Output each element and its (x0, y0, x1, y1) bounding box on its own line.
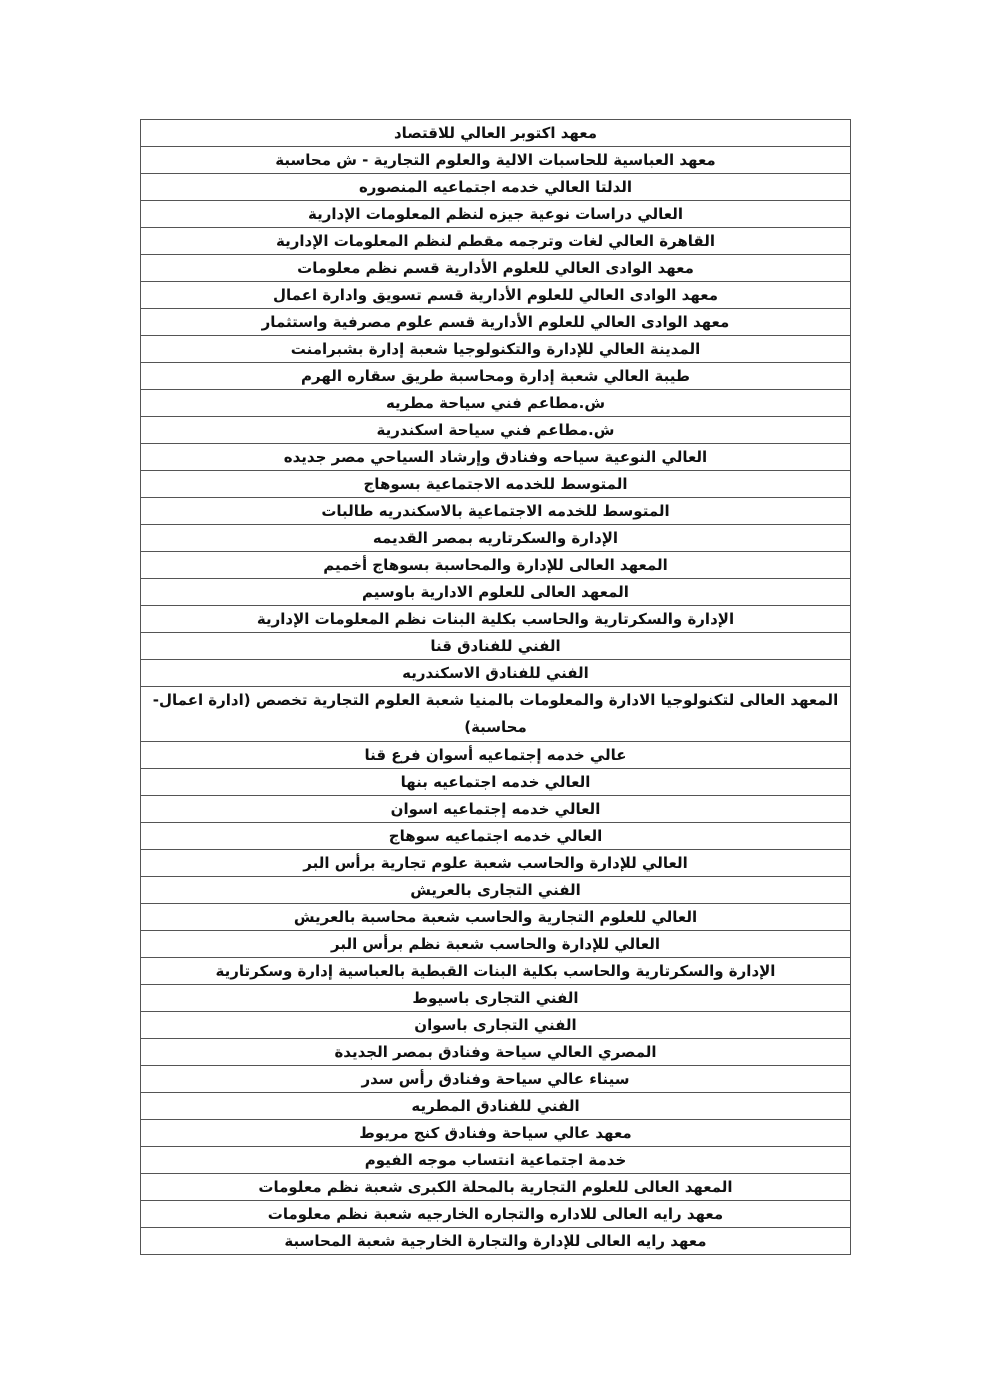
institute-name-cell: العالي للعلوم التجارية والحاسب شعبة محاسبة بالعريش (141, 904, 851, 931)
institute-name-cell: الفني التجارى باسيوط (141, 985, 851, 1012)
institute-name-cell: المتوسط للخدمه الاجتماعية بالاسكندريه طالبات (141, 498, 851, 525)
table-row (141, 228, 851, 255)
table-row (141, 877, 851, 904)
institute-name-cell: معهد الوادى العالي للعلوم الأدارية قسم نظم معلومات (141, 255, 851, 282)
institute-name-cell: ش.مطاعم فني سياحة اسكندرية (141, 417, 851, 444)
institute-name-cell: الفني التجارى باسوان (141, 1012, 851, 1039)
institute-name-cell: معهد رايه العالى للإدارة والتجارة الخارجية شعبة المحاسبة (141, 1228, 851, 1255)
table-row (141, 1228, 851, 1255)
institute-name-cell: معهد الوادى العالي للعلوم الأدارية قسم تسويق وادارة اعمال (141, 282, 851, 309)
institute-name-cell: العالي للإدارة والحاسب شعبة علوم تجارية برأس البر (141, 850, 851, 877)
table-row (141, 904, 851, 931)
table-row (141, 1012, 851, 1039)
table-row (141, 363, 851, 390)
institute-name-cell: الفني التجارى بالعريش (141, 877, 851, 904)
institute-name-cell: الإدارة والسكرتاريه بمصر القديمه (141, 525, 851, 552)
table-row (141, 742, 851, 769)
table-row (141, 1174, 851, 1201)
institute-name-cell: العالي خدمه اجتماعيه بنها (141, 769, 851, 796)
table-row (141, 660, 851, 687)
institute-name-cell: العالي خدمه اجتماعيه سوهاج (141, 823, 851, 850)
table-row (141, 498, 851, 525)
institute-name-cell: المدينة العالي للإدارة والتكنولوجيا شعبة إدارة بشبرامنت (141, 336, 851, 363)
table-row (141, 120, 851, 147)
institute-name-cell: العالي خدمه إجتماعيه اسوان (141, 796, 851, 823)
table-row (141, 579, 851, 606)
institute-name-cell: طيبة العالي شعبة إدارة ومحاسبة طريق سقاره الهرم (141, 363, 851, 390)
institute-name-cell: خدمة اجتماعية انتساب موجه الفيوم (141, 1147, 851, 1174)
institute-name-cell: العالي النوعية سياحه وفنادق وإرشاد السياحي مصر جديده (141, 444, 851, 471)
table-row (141, 796, 851, 823)
table-row (141, 823, 851, 850)
table-row (141, 201, 851, 228)
institute-name-cell: المعهد العالى للعلوم التجارية بالمحلة الكبرى شعبة نظم معلومات (141, 1174, 851, 1201)
institutes-table-body (141, 120, 851, 1255)
table-row (141, 282, 851, 309)
institute-name-cell: معهد اكتوبر العالي للاقتصاد (141, 120, 851, 147)
table-row (141, 931, 851, 958)
institute-name-cell: معهد رايه العالى للاداره والتجاره الخارجيه شعبة نظم معلومات (141, 1201, 851, 1228)
institute-name-cell: معهد العباسية للحاسبات الالية والعلوم التجارية - ش محاسبة (141, 147, 851, 174)
table-row (141, 552, 851, 579)
table-row (141, 444, 851, 471)
table-row (141, 417, 851, 444)
institute-name-cell: المعهد العالى لتكنولوجيا الادارة والمعلومات بالمنيا شعبة العلوم التجارية تخصص (ادارة اعمال-محاسبة) (141, 687, 851, 742)
institute-name-cell: الفني للفنادق قنا (141, 633, 851, 660)
institute-name-cell: سيناء عالي سياحة وفنادق رأس سدر (141, 1066, 851, 1093)
table-row (141, 1039, 851, 1066)
table-row (141, 390, 851, 417)
institute-name-cell: المتوسط للخدمه الاجتماعية بسوهاج (141, 471, 851, 498)
institute-name-cell: العالي دراسات نوعية جيزه لنظم المعلومات الإدارية (141, 201, 851, 228)
table-row (141, 633, 851, 660)
institute-name-cell: العالي للإدارة والحاسب شعبة نظم برأس البر (141, 931, 851, 958)
institute-name-cell: المعهد العالى للعلوم الادارية باوسيم (141, 579, 851, 606)
table-row (141, 1066, 851, 1093)
institute-name-cell: معهد الوادى العالي للعلوم الأدارية قسم علوم مصرفية واستثمار (141, 309, 851, 336)
table-row (141, 336, 851, 363)
table-row (141, 958, 851, 985)
table-row (141, 309, 851, 336)
institute-name-cell: المصري العالي سياحة وفنادق بمصر الجديدة (141, 1039, 851, 1066)
institute-name-cell: القاهرة العالي لغات وترجمه مقطم لنظم المعلومات الإدارية (141, 228, 851, 255)
table-row (141, 525, 851, 552)
institute-name-cell: عالي خدمه إجتماعيه أسوان فرع قنا (141, 742, 851, 769)
table-row (141, 1201, 851, 1228)
table-row (141, 471, 851, 498)
table-row (141, 850, 851, 877)
table-row (141, 769, 851, 796)
institute-name-cell: الفني للفنادق الاسكندريه (141, 660, 851, 687)
institute-name-cell: ش.مطاعم فني سياحة مطريه (141, 390, 851, 417)
table-row (141, 985, 851, 1012)
table-row (141, 1093, 851, 1120)
table-row (141, 174, 851, 201)
institute-name-cell: الدلتا العالي خدمه اجتماعيه المنصوره (141, 174, 851, 201)
institute-name-cell: معهد عالي سياحة وفنادق كنج مريوط (141, 1120, 851, 1147)
table-row (141, 687, 851, 742)
institute-name-cell: الإدارة والسكرتارية والحاسب بكلية البنات نظم المعلومات الإدارية (141, 606, 851, 633)
table-row (141, 147, 851, 174)
table-row (141, 1147, 851, 1174)
institute-name-cell: الإدارة والسكرتارية والحاسب بكلية البنات القبطية بالعباسية إدارة وسكرتارية (141, 958, 851, 985)
institutes-table (140, 119, 851, 1255)
institute-name-cell: المعهد العالى للإدارة والمحاسبة بسوهاج أخميم (141, 552, 851, 579)
table-row (141, 1120, 851, 1147)
table-row (141, 606, 851, 633)
table-row (141, 255, 851, 282)
institute-name-cell: الفني للفنادق المطريه (141, 1093, 851, 1120)
